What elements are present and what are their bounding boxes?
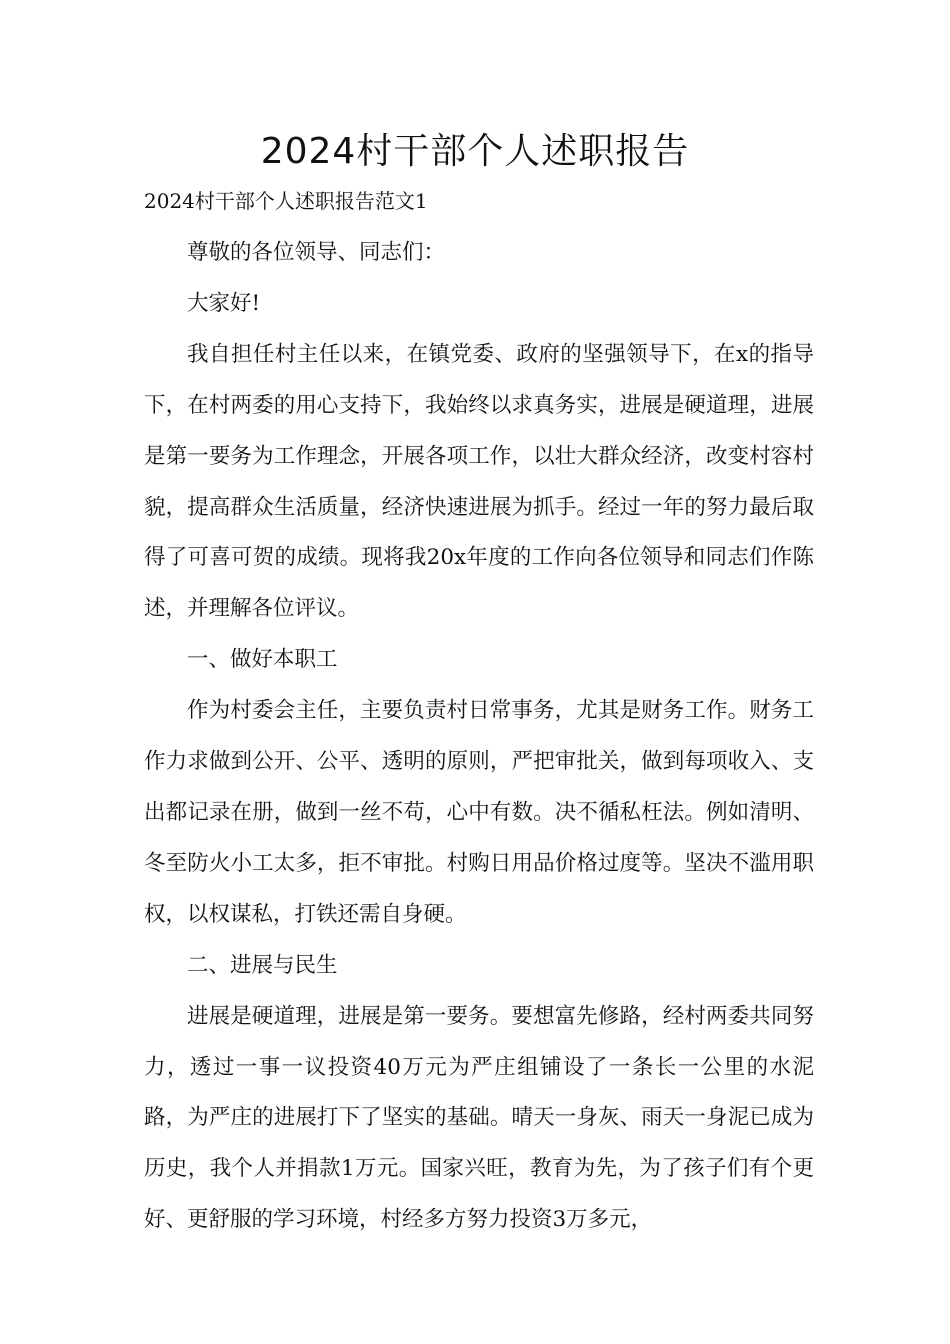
section-heading-1: 一、做好本职工 <box>187 647 338 673</box>
document-title: 2024村干部个人述职报告 <box>260 131 690 172</box>
document-body <box>144 228 814 1246</box>
paragraph-intro: 我自担任村主任以来，在镇党委、政府的坚强领导下，在x的指导下，在村两委的用心支持下，我始终以求真务实，进展是硬道理，进展是第一要务为工作理念，开展各项工作，以壮大群众经济，改变村容村貌，提高群众生活质量，经济快速进展为抓手。经过一年的努力最后取得了可喜可贺的成绩。现将我20x年度的工作向各位领导和同志们作陈述，并理解各位评议。 <box>144 341 814 622</box>
document-subtitle: 2024村干部个人述职报告范文1 <box>144 189 428 213</box>
paragraph-section-1: 作为村委会主任，主要负责村日常事务，尤其是财务工作。财务工作力求做到公开、公平、透明的原则，严把审批关，做到每项收入、支出都记录在册，做到一丝不苟，心中有数。决不循私枉法。例如清明、冬至防火小工太多，拒不审批。村购日用品价格过度等。坚决不滥用职权，以权谋私，打铁还需自身硬。 <box>144 698 814 927</box>
paragraph-section-2: 进展是硬道理，进展是第一要务。要想富先修路，经村两委共同努力，透过一事一议投资40万元为严庄组铺设了一条长一公里的水泥路，为严庄的进展打下了坚实的基础。晴天一身灰、雨天一身泥已成为历史，我个人并捐款1万元。国家兴旺，教育为先，为了孩子们有个更好、更舒服的学习环境，村经多方努力投资3万多元， <box>144 1003 814 1233</box>
section-heading-2: 二、进展与民生 <box>187 952 338 978</box>
greeting: 大家好! <box>187 290 261 316</box>
salutation: 尊敬的各位领导、同志们： <box>187 240 446 265</box>
